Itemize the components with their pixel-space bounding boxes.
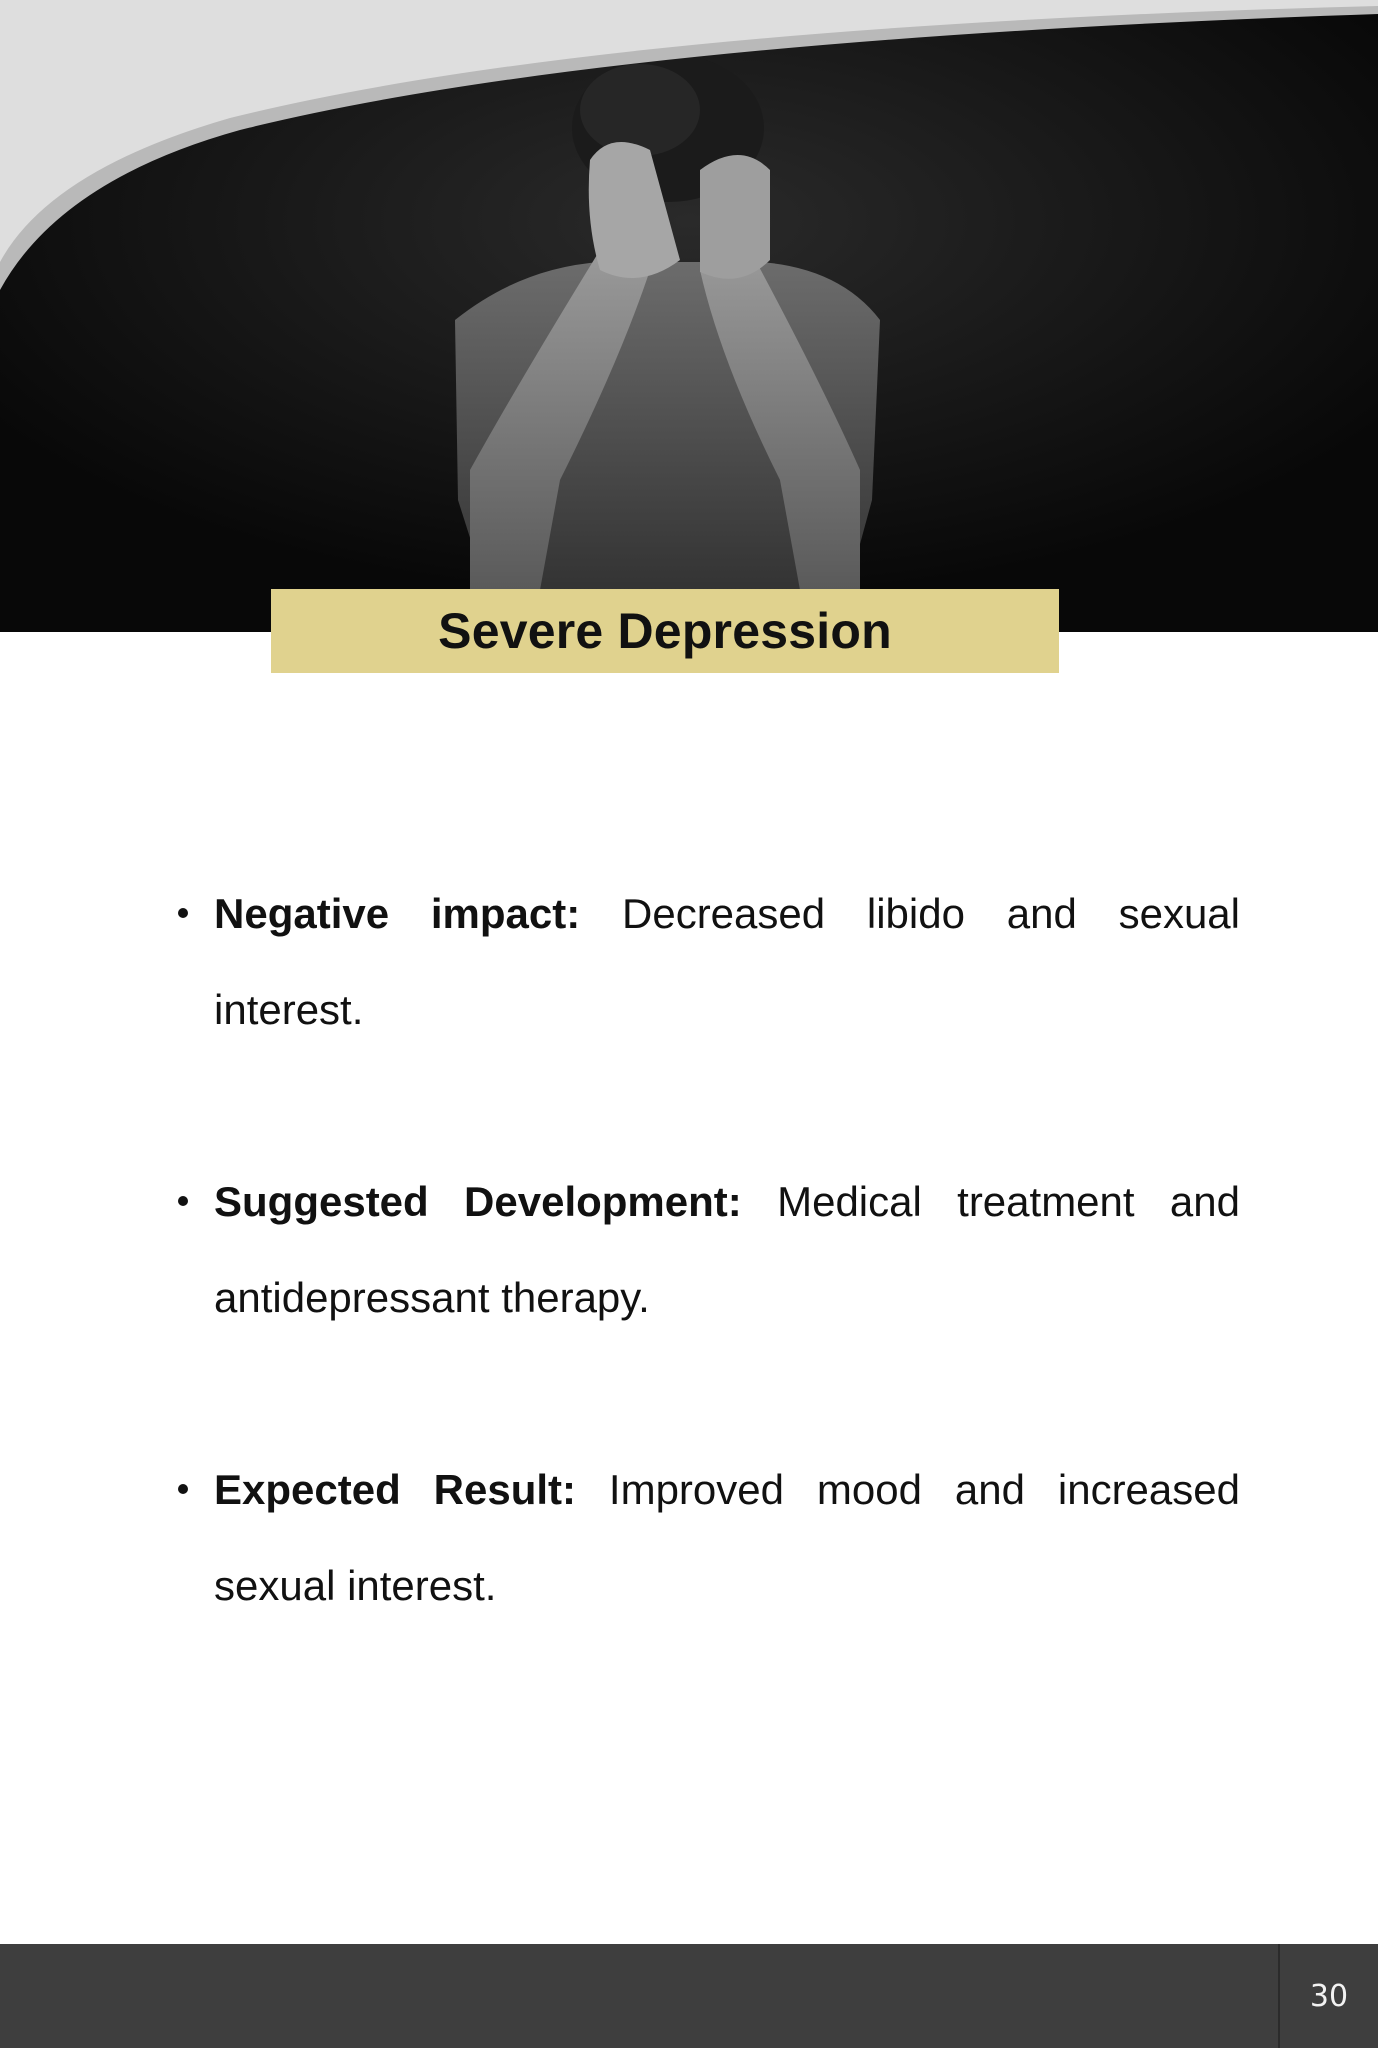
page-number: 30 (1309, 1978, 1349, 2014)
man-covering-face-photo (0, 0, 1378, 632)
title-banner (271, 589, 1059, 673)
bullet-text: Improved mood and increased sexual interest. (214, 1466, 1240, 1609)
bullet-label: Suggested Development: (214, 1178, 778, 1225)
bullet-icon (178, 1196, 188, 1206)
footer-bar (0, 1944, 1378, 2048)
list-item (170, 866, 1240, 1058)
page-number-box (1278, 1944, 1378, 2048)
list-item (170, 1154, 1240, 1346)
list-item (170, 1442, 1240, 1634)
bullet-text: Medical treatment and antidepressant therapy. (214, 1178, 1240, 1321)
page-title: Severe Depression (438, 603, 892, 659)
bullet-icon (178, 908, 188, 918)
bullet-label: Expected Result: (214, 1466, 609, 1513)
bullet-icon (178, 1484, 188, 1494)
bullet-text: Decreased libido and sexual interest. (214, 890, 1240, 1033)
bullet-list (170, 866, 1240, 1730)
header-photo (0, 0, 1378, 632)
bullet-label: Negative impact: (214, 890, 622, 937)
